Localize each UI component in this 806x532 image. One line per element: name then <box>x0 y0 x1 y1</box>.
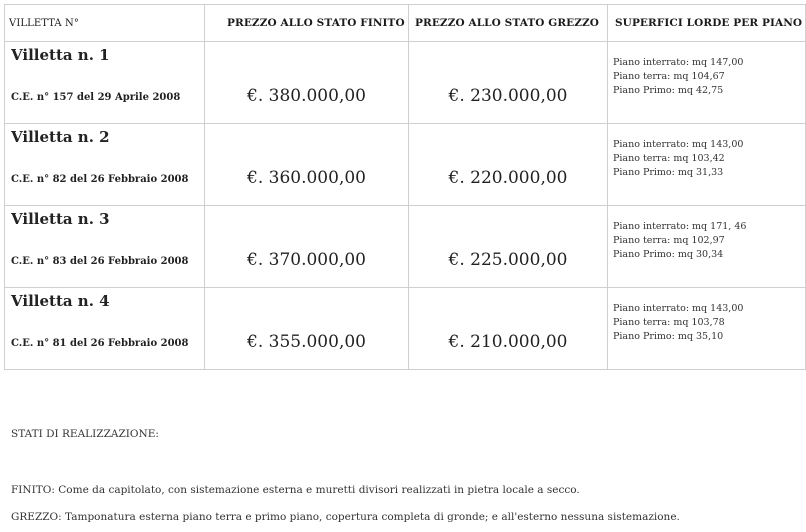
concessione-edilizia: C.E. n° 82 del 26 Febbraio 2008 <box>11 174 189 185</box>
superfici-list <box>613 220 746 262</box>
superficie-terra: Piano terra: mq 103,78 <box>613 317 725 328</box>
table-row <box>5 42 806 124</box>
superficie-primo: Piano Primo: mq 35,10 <box>613 331 724 342</box>
superficie-interrato: Piano interrato: mq 171, 46 <box>613 221 747 232</box>
superfici-list <box>613 302 743 344</box>
superficie-primo: Piano Primo: mq 31,33 <box>613 167 724 178</box>
superfici-cell <box>608 206 806 288</box>
villette-price-table <box>4 4 806 370</box>
header-prezzo-finito: PREZZO ALLO STATO FINITO <box>205 5 409 42</box>
prezzo-finito: €. 380.000,00 <box>247 86 366 106</box>
prezzo-finito: €. 370.000,00 <box>247 250 366 270</box>
superfici-list <box>613 138 743 180</box>
header-villetta: VILLETTA N° <box>5 5 205 42</box>
villetta-cell <box>5 42 205 124</box>
concessione-edilizia: C.E. n° 81 del 26 Febbraio 2008 <box>11 338 189 349</box>
villetta-name: Villetta n. 4 <box>11 292 110 310</box>
superficie-interrato: Piano interrato: mq 143,00 <box>613 139 744 150</box>
superficie-primo: Piano Primo: mq 30,34 <box>613 249 724 260</box>
prezzo-finito-cell <box>205 42 409 124</box>
header-prezzo-grezzo: PREZZO ALLO STATO GREZZO <box>409 5 608 42</box>
superficie-terra: Piano terra: mq 102,97 <box>613 235 725 246</box>
prezzo-grezzo: €. 220.000,00 <box>448 168 568 188</box>
superfici-cell <box>608 288 806 370</box>
table-header-row <box>5 5 806 42</box>
prezzo-finito: €. 355.000,00 <box>247 332 366 352</box>
prezzo-finito-cell <box>205 288 409 370</box>
prezzo-grezzo: €. 225.000,00 <box>448 250 568 270</box>
table-row <box>5 124 806 206</box>
prezzo-grezzo: €. 210.000,00 <box>448 332 568 352</box>
villetta-cell <box>5 124 205 206</box>
table-row <box>5 288 806 370</box>
superficie-terra: Piano terra: mq 104,67 <box>613 71 725 82</box>
prezzo-grezzo-cell <box>409 288 608 370</box>
header-superfici: SUPERFICI LORDE PER PIANO <box>608 5 806 42</box>
note-finito: FINITO: Come da capitolato, con sistemazione esterna e muretti divisori realizzati in pietra locale a secco. <box>11 484 580 496</box>
superficie-terra: Piano terra: mq 103,42 <box>613 153 725 164</box>
prezzo-grezzo-cell <box>409 42 608 124</box>
villetta-name: Villetta n. 1 <box>11 46 110 64</box>
superfici-cell <box>608 124 806 206</box>
prezzo-grezzo: €. 230.000,00 <box>448 86 568 106</box>
prezzo-grezzo-cell <box>409 206 608 288</box>
prezzo-finito-cell <box>205 206 409 288</box>
prezzo-finito: €. 360.000,00 <box>247 168 366 188</box>
prezzo-finito-cell <box>205 124 409 206</box>
superficie-interrato: Piano interrato: mq 143,00 <box>613 303 744 314</box>
villetta-cell <box>5 288 205 370</box>
superfici-list <box>613 56 743 98</box>
superfici-cell <box>608 42 806 124</box>
concessione-edilizia: C.E. n° 83 del 26 Febbraio 2008 <box>11 256 189 267</box>
villetta-name: Villetta n. 3 <box>11 210 110 228</box>
stati-realizzazione-heading: STATI DI REALIZZAZIONE: <box>11 428 159 440</box>
prezzo-grezzo-cell <box>409 124 608 206</box>
concessione-edilizia: C.E. n° 157 del 29 Aprile 2008 <box>11 92 181 103</box>
superficie-primo: Piano Primo: mq 42,75 <box>613 85 724 96</box>
villetta-name: Villetta n. 2 <box>11 128 110 146</box>
table-row <box>5 206 806 288</box>
superficie-interrato: Piano interrato: mq 147,00 <box>613 57 744 68</box>
villetta-cell <box>5 206 205 288</box>
note-grezzo: GREZZO: Tamponatura esterna piano terra e primo piano, copertura completa di gronde; e all'esterno nessuna sistemazione. <box>11 511 680 523</box>
